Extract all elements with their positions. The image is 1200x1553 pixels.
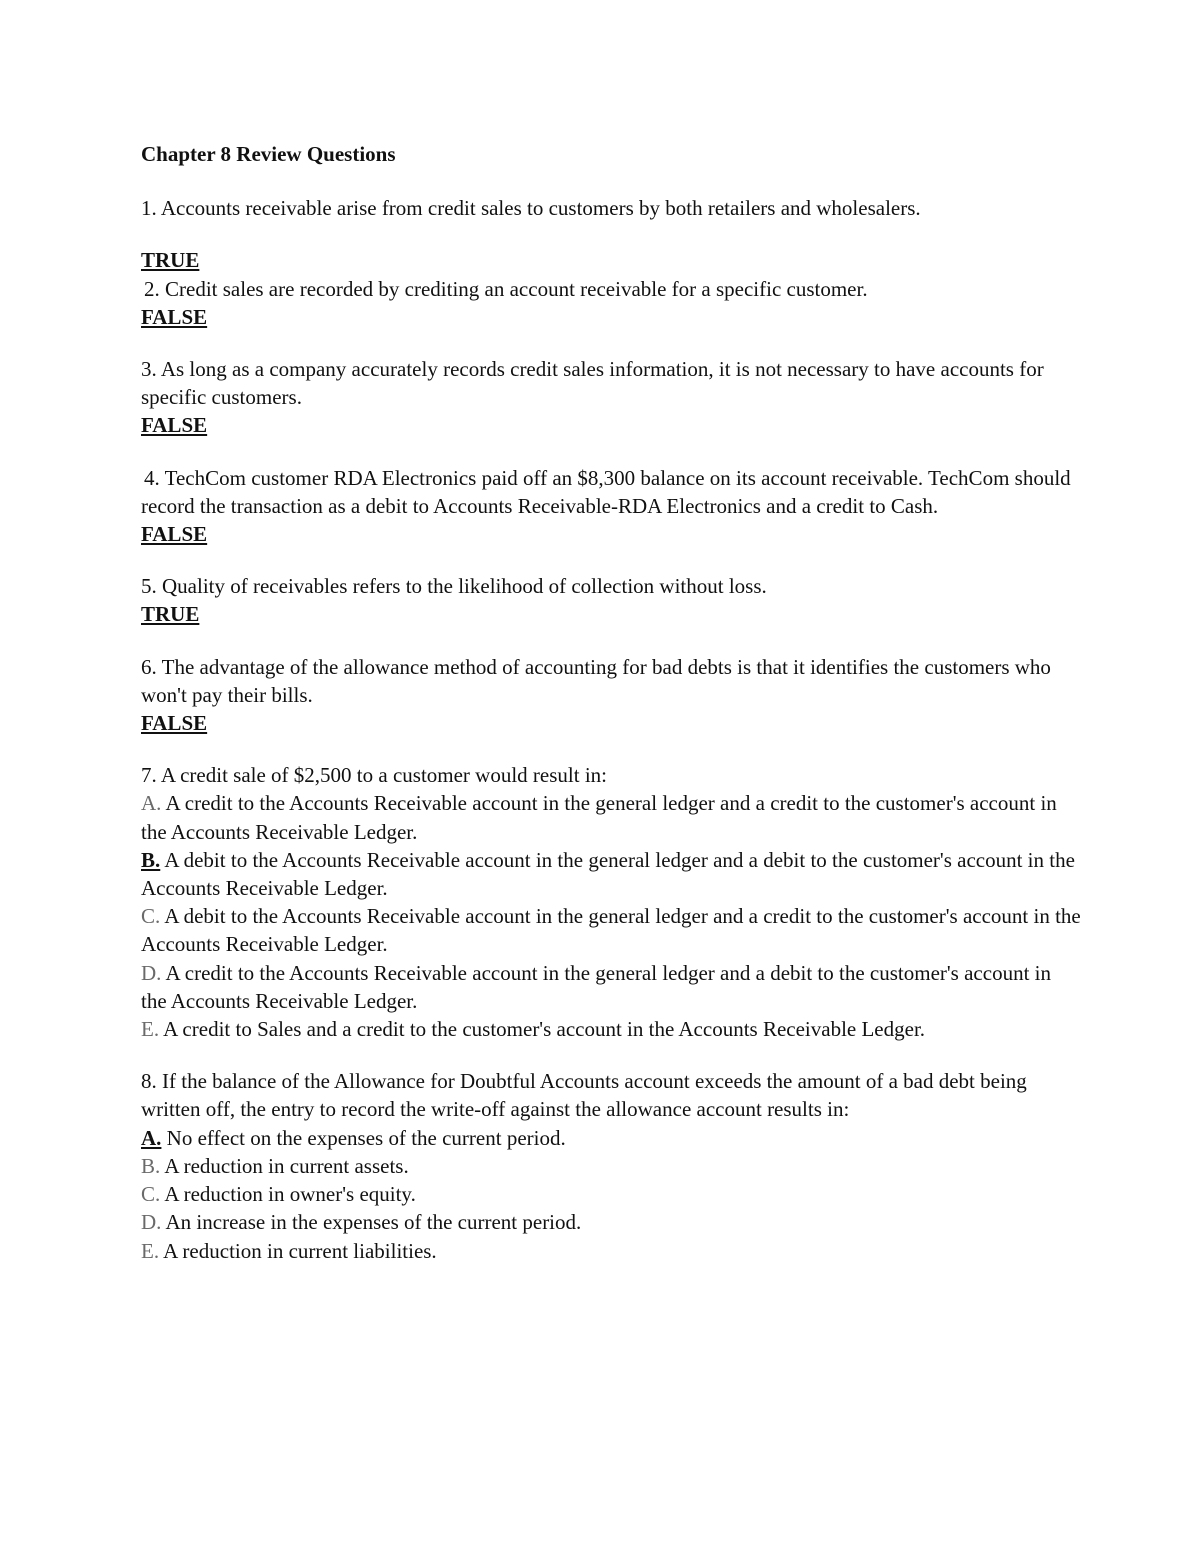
q7-option-c-text: A debit to the Accounts Receivable account in the general ledger and a credit to the customer's account in the Accounts Receivable Ledger. <box>141 904 1081 957</box>
answer-1: TRUE <box>141 248 200 273</box>
q7-option-e <box>141 1015 1081 1043</box>
page-title: Chapter 8 Review Questions <box>141 142 396 166</box>
question-6: 6. The advantage of the allowance method of accounting for bad debts is that it identifies the customers who won't pay their bills. <box>141 654 1051 707</box>
q7-option-b-text: A debit to the Accounts Receivable account in the general ledger and a debit to the customer's account in the Accounts Receivable Ledger. <box>141 847 1075 901</box>
answer-2: FALSE <box>141 304 208 329</box>
q7-option-d-letter: D. <box>141 960 162 985</box>
answer-6: FALSE <box>141 711 208 736</box>
q8-option-c-text: A reduction in owner's equity. <box>164 1182 416 1207</box>
q8-option-e-letter: E. <box>141 1238 160 1263</box>
q7-option-d <box>141 959 1081 1015</box>
q8-option-e <box>141 1237 1081 1265</box>
q7-option-b-letter: B. <box>141 847 161 872</box>
q7-option-a-letter: A. <box>141 791 162 816</box>
q8-option-b <box>141 1152 1081 1180</box>
q8-option-d-text: An increase in the expenses of the current period. <box>165 1210 582 1235</box>
question-5: 5. Quality of receivables refers to the likelihood of collection without loss. <box>141 574 767 599</box>
q7-option-a <box>141 789 1081 845</box>
q8-option-d <box>141 1208 1081 1236</box>
question-7: 7. A credit sale of $2,500 to a customer would result in: <box>141 763 607 788</box>
document-page <box>141 140 1081 1265</box>
q7-option-e-letter: E. <box>141 1017 160 1042</box>
q8-option-d-letter: D. <box>141 1210 162 1235</box>
q8-option-b-letter: B. <box>141 1153 161 1178</box>
q7-option-c-letter: C. <box>141 904 161 929</box>
q7-option-a-text: A credit to the Accounts Receivable account in the general ledger and a credit to the customer's account in the Accounts Receivable Ledger. <box>141 791 1057 844</box>
answer-3: FALSE <box>141 413 208 438</box>
q8-option-a <box>141 1124 1081 1152</box>
q8-option-c-letter: C. <box>141 1182 161 1207</box>
answer-5: TRUE <box>141 602 200 627</box>
q7-option-e-text: A credit to Sales and a credit to the customer's account in the Accounts Receivable Ledger. <box>163 1017 926 1042</box>
question-2: 2. Credit sales are recorded by crediting an account receivable for a specific customer. <box>144 276 868 301</box>
q8-option-e-text: A reduction in current liabilities. <box>163 1238 437 1263</box>
q8-option-b-text: A reduction in current assets. <box>164 1153 409 1178</box>
question-3: 3. As long as a company accurately records credit sales information, it is not necessary to have accounts for specific customers. <box>141 357 1044 410</box>
q7-option-d-text: A credit to the Accounts Receivable account in the general ledger and a debit to the customer's account in the Accounts Receivable Ledger. <box>141 960 1051 1013</box>
question-1: 1. Accounts receivable arise from credit sales to customers by both retailers and wholesalers. <box>141 196 921 221</box>
q7-option-c <box>141 902 1081 958</box>
q7-option-b <box>141 846 1081 902</box>
q8-option-a-text: No effect on the expenses of the current period. <box>166 1125 566 1150</box>
question-4: 4. TechCom customer RDA Electronics paid off an $8,300 balance on its account receivable. TechCom should record the transaction as a debit to Accounts Receivable-RDA Electronics and a credit to Cash. <box>141 465 1071 518</box>
q8-option-c <box>141 1180 1081 1208</box>
answer-4: FALSE <box>141 522 208 547</box>
question-8: 8. If the balance of the Allowance for Doubtful Accounts account exceeds the amount of a bad debt being written off, the entry to record the write-off against the allowance account results in: <box>141 1069 1027 1122</box>
q8-option-a-letter: A. <box>141 1125 162 1150</box>
